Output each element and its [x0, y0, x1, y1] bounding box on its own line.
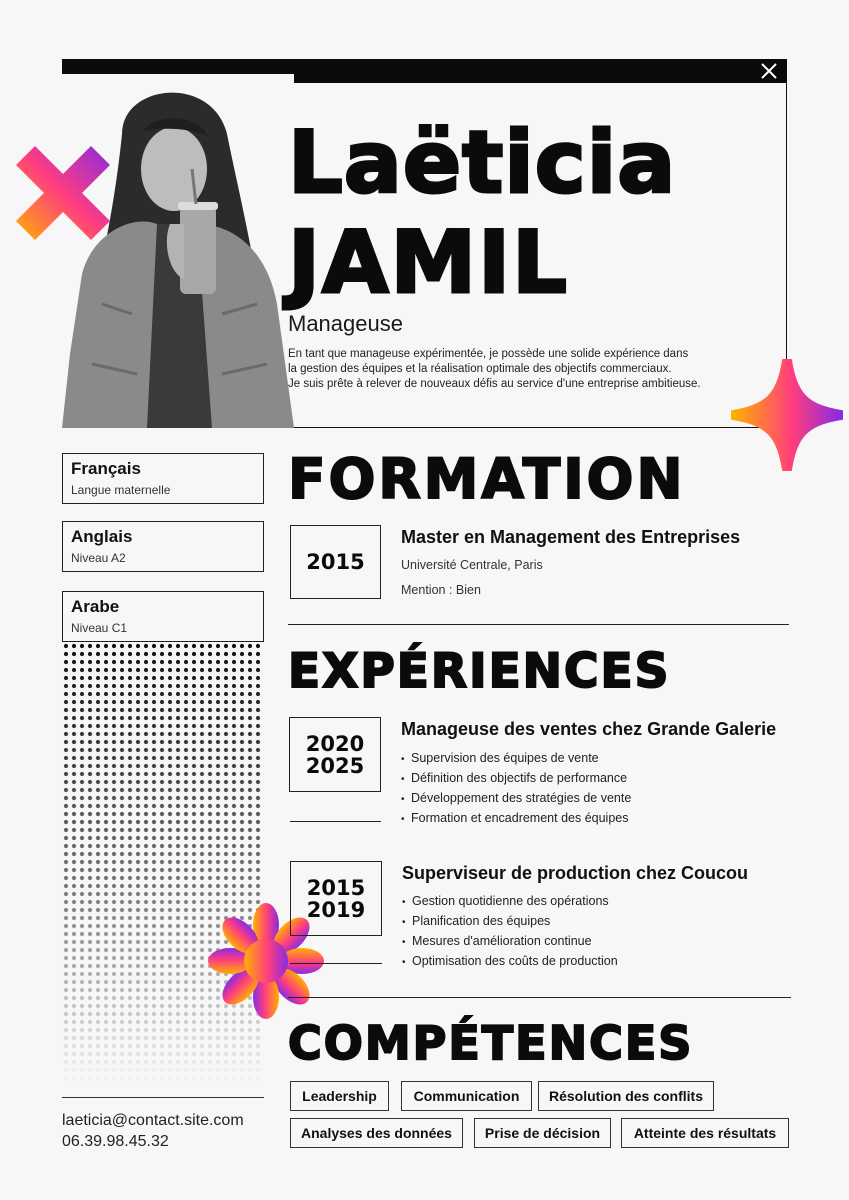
- divider: [62, 1097, 264, 1098]
- list-item: • Définition des objectifs de performance: [401, 769, 631, 789]
- first-name: Laëticia: [288, 113, 677, 213]
- skill-tag: Prise de décision: [474, 1118, 611, 1148]
- cross-decoration-icon: [10, 140, 116, 246]
- degree-title: Master en Management des Entreprises: [401, 527, 741, 547]
- language-card: [62, 521, 264, 572]
- language-card: [62, 453, 264, 504]
- divider: [290, 963, 382, 964]
- year-badge: [289, 717, 381, 792]
- intro-line: Je suis prête à relever de nouveaux défis au service d'une entreprise ambitieuse.: [288, 378, 701, 390]
- intro-line: En tant que manageuse expérimentée, je possède une solide expérience dans: [288, 348, 689, 360]
- language-card: [62, 591, 264, 642]
- job-entry-title: Manageuse des ventes chez Grande Galerie: [401, 719, 777, 739]
- language-name: Français: [71, 459, 141, 478]
- list-item: • Développement des stratégies de vente: [401, 789, 631, 809]
- year-badge: [290, 525, 381, 599]
- task-list: [401, 749, 631, 829]
- skill-tag: Résolution des conflits: [538, 1081, 714, 1111]
- year: 2015: [306, 550, 365, 574]
- job-title: Manageuse: [288, 311, 403, 336]
- year-badge: [290, 861, 382, 936]
- divider: [290, 821, 381, 822]
- school: Université Centrale, Paris: [401, 558, 543, 572]
- star-decoration-icon: [731, 359, 843, 471]
- intro-line: la gestion des équipes et la réalisation optimale des objectifs commerciaux.: [288, 363, 672, 375]
- last-name: JAMIL: [288, 213, 569, 313]
- list-item: • Optimisation des coûts de production: [402, 952, 618, 972]
- skill-tag: Leadership: [290, 1081, 389, 1111]
- list-item: • Gestion quotidienne des opérations: [402, 892, 618, 912]
- contact-info: [62, 1110, 244, 1152]
- list-item: • Planification des équipes: [402, 912, 618, 932]
- halftone-pattern: [62, 642, 264, 1086]
- section-title-formation: FORMATION: [288, 447, 686, 511]
- skill-tag: Communication: [401, 1081, 532, 1111]
- year-end: 2025: [305, 753, 365, 778]
- job-entry-title: Superviseur de production chez Coucou: [402, 863, 749, 883]
- section-title-experiences: EXPÉRIENCES: [288, 644, 671, 699]
- year-start: 2015: [306, 875, 366, 900]
- intro-text: [288, 347, 758, 392]
- list-item: • Mesures d'amélioration continue: [402, 932, 618, 952]
- list-item: • Formation et encadrement des équipes: [401, 809, 631, 829]
- skill-tag: Atteinte des résultats: [621, 1118, 789, 1148]
- year-start: 2020: [305, 731, 365, 756]
- language-name: Arabe: [71, 597, 120, 616]
- phone[interactable]: 06.39.98.45.32: [62, 1133, 169, 1150]
- divider: [288, 624, 789, 625]
- email[interactable]: laeticia@contact.site.com: [62, 1112, 244, 1129]
- mention: Mention : Bien: [401, 583, 481, 597]
- year-end: 2019: [306, 897, 366, 922]
- language-name: Anglais: [71, 527, 133, 546]
- language-level: Langue maternelle: [71, 483, 171, 497]
- section-title-competences: COMPÉTENCES: [288, 1016, 694, 1070]
- language-level: Niveau A2: [71, 551, 126, 565]
- portrait-photo: [62, 74, 294, 428]
- close-icon[interactable]: [759, 61, 779, 81]
- task-list: [402, 892, 618, 972]
- list-item: • Supervision des équipes de vente: [401, 749, 631, 769]
- skill-tag: Analyses des données: [290, 1118, 463, 1148]
- language-level: Niveau C1: [71, 621, 128, 635]
- divider: [288, 997, 791, 998]
